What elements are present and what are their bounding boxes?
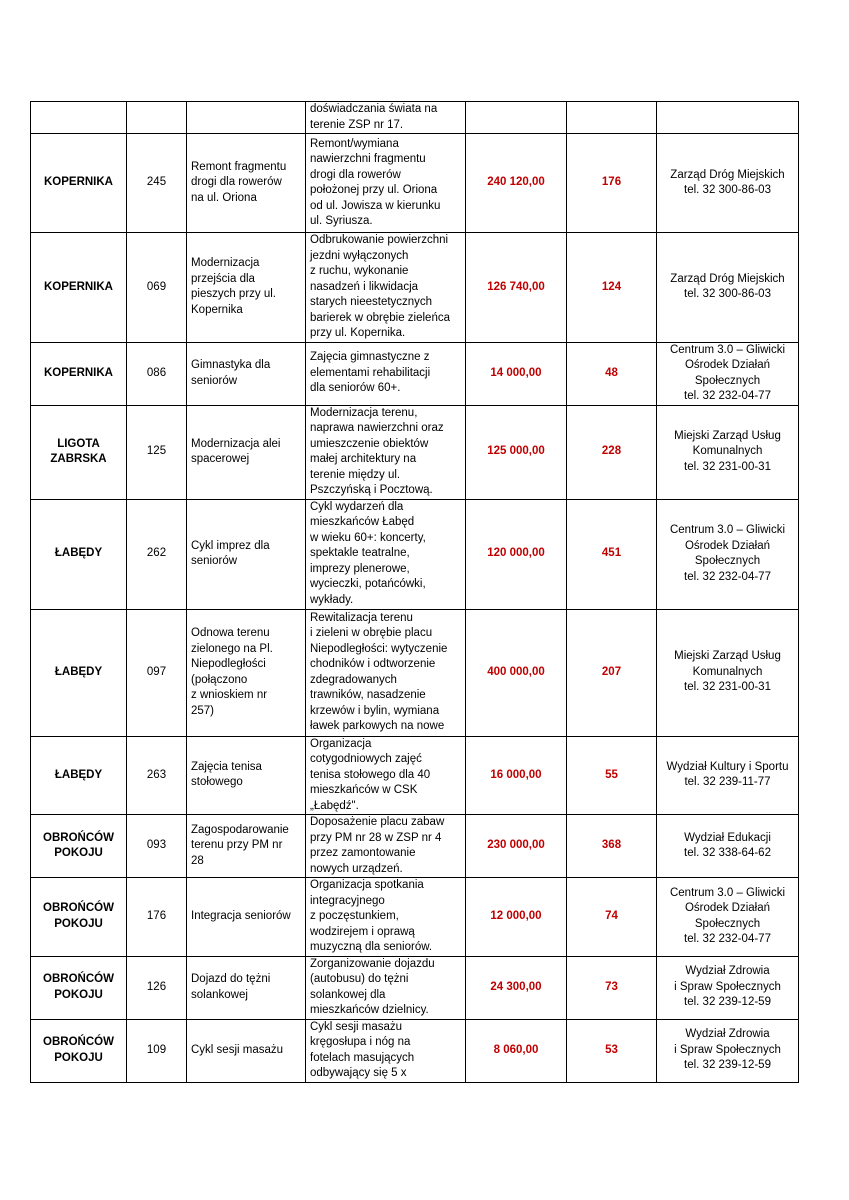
project-title-line: Cykl sesji masażu bbox=[191, 1043, 284, 1056]
project-number-cell: 109 bbox=[127, 1019, 187, 1082]
project-description-line: spektakle teatralne, bbox=[310, 547, 410, 560]
project-description-line: starych nieestetycznych bbox=[310, 296, 433, 308]
project-description-line: Niepodległości: wytyczenie bbox=[310, 642, 448, 655]
project-title-line: spacerowej bbox=[191, 453, 250, 465]
votes-cell: 48 bbox=[567, 342, 657, 405]
project-number-cell: 069 bbox=[127, 233, 187, 343]
district-line: POKOJU bbox=[54, 988, 103, 1001]
project-description-line: przy PM nr 28 w ZSP nr 4 bbox=[310, 831, 442, 844]
project-description-line: imprezy plenerowe, bbox=[310, 562, 410, 575]
project-description-line: ul. Syriusza. bbox=[310, 215, 373, 227]
project-title-line: zielonego na Pl. bbox=[191, 642, 273, 655]
project-description-line: integracyjnego bbox=[310, 894, 385, 907]
responsible-unit-line: tel. 32 232-04-77 bbox=[684, 933, 771, 946]
project-title-cell bbox=[187, 134, 306, 233]
project-description-line: Doposażenie placu zabaw bbox=[310, 816, 445, 828]
district-line: POKOJU bbox=[54, 847, 103, 859]
district-line: ZABRSKA bbox=[50, 453, 107, 465]
project-description-line: nawierzchni fragmentu bbox=[310, 153, 426, 165]
responsible-unit-line: Centrum 3.0 – Gliwicki bbox=[669, 343, 786, 356]
district-line: ŁABĘDY bbox=[54, 665, 103, 678]
project-description-line: Zorganizowanie dojazdu bbox=[310, 957, 435, 970]
district-line: KOPERNIKA bbox=[43, 280, 113, 293]
responsible-unit-line: tel. 32 231-00-31 bbox=[684, 681, 771, 694]
project-title-cell bbox=[187, 1019, 306, 1082]
project-title-line: Modernizacja alei bbox=[191, 437, 281, 450]
responsible-unit-line: tel. 32 239-11-77 bbox=[684, 776, 771, 789]
project-description-line: i zieleni w obrębie placu bbox=[310, 627, 433, 639]
responsible-unit-cell bbox=[657, 499, 799, 609]
project-description-line: w wieku 60+: koncerty, bbox=[310, 531, 426, 544]
table-row bbox=[31, 1019, 799, 1082]
project-title-line: Zagospodarowanie bbox=[191, 823, 289, 836]
table-row bbox=[31, 134, 799, 233]
project-description-line: tenisa stołowego dla 40 bbox=[310, 768, 431, 781]
project-amount-cell: 230 000,00 bbox=[466, 815, 567, 878]
project-description-cell bbox=[306, 134, 466, 233]
votes-cell: 176 bbox=[567, 134, 657, 233]
project-number-cell: 126 bbox=[127, 956, 187, 1019]
project-amount-cell: 12 000,00 bbox=[466, 878, 567, 957]
project-description-line: kręgosłupa i nóg na bbox=[310, 1036, 411, 1048]
table-row bbox=[31, 102, 799, 134]
responsible-unit-line: i Spraw Społecznych bbox=[674, 1043, 781, 1056]
project-description-line: Cykl sesji masażu bbox=[310, 1020, 403, 1033]
responsible-unit-cell bbox=[657, 956, 799, 1019]
project-description-line: umieszczenie obiektów bbox=[310, 437, 429, 450]
project-number-cell: 262 bbox=[127, 499, 187, 609]
project-description-line: Organizacja spotkania bbox=[310, 879, 424, 891]
responsible-unit-line: tel. 32 300-86-03 bbox=[684, 184, 771, 196]
project-description-line: odbywający się 5 x bbox=[310, 1067, 407, 1079]
project-description-line: naprawa nawierzchni oraz bbox=[310, 422, 444, 434]
project-title-line: Niepodległości bbox=[191, 658, 266, 670]
project-description-line: muzyczną dla seniorów. bbox=[310, 941, 433, 953]
table-body bbox=[31, 102, 799, 1083]
project-description-line: Remont/wymiana bbox=[310, 137, 399, 150]
project-description-line: drogi dla rowerów bbox=[310, 168, 401, 181]
responsible-unit-line: Zarząd Dróg Miejskich bbox=[670, 272, 785, 285]
responsible-unit-line: Miejski Zarząd Usług bbox=[674, 650, 781, 663]
district-cell bbox=[31, 878, 127, 957]
project-title-cell bbox=[187, 102, 306, 134]
project-description-line: położonej przy ul. Oriona bbox=[310, 184, 438, 196]
responsible-unit-line: Centrum 3.0 – Gliwicki bbox=[669, 524, 786, 536]
project-description-line: „Łabędź". bbox=[310, 799, 359, 812]
responsible-unit-line: Centrum 3.0 – Gliwicki bbox=[669, 886, 786, 899]
project-description-line: krzewów i bylin, wymiana bbox=[310, 704, 440, 717]
responsible-unit-cell bbox=[657, 102, 799, 134]
project-title-line: 257) bbox=[191, 704, 215, 717]
project-description-cell bbox=[306, 405, 466, 499]
project-title-line: Gimnastyka dla bbox=[191, 359, 271, 371]
responsible-unit-line: Ośrodek Działań bbox=[684, 359, 770, 371]
responsible-unit-line: tel. 32 239-12-59 bbox=[684, 1059, 771, 1072]
project-number-cell: 245 bbox=[127, 134, 187, 233]
responsible-unit-line: Społecznych bbox=[694, 555, 761, 567]
responsible-unit-line: Ośrodek Działań bbox=[684, 902, 770, 915]
responsible-unit-cell bbox=[657, 405, 799, 499]
project-description-line: nowych urządzeń. bbox=[310, 862, 403, 875]
district-cell bbox=[31, 609, 127, 736]
project-number-cell: 093 bbox=[127, 815, 187, 878]
district-cell bbox=[31, 815, 127, 878]
project-amount-cell bbox=[466, 102, 567, 134]
responsible-unit-line: Komunalnych bbox=[692, 445, 763, 458]
project-description-line: Zajęcia gimnastyczne z bbox=[310, 351, 430, 364]
table-row bbox=[31, 233, 799, 343]
responsible-unit-cell bbox=[657, 134, 799, 233]
project-description-cell bbox=[306, 815, 466, 878]
district-cell bbox=[31, 956, 127, 1019]
project-description-line: dla seniorów 60+. bbox=[310, 382, 401, 395]
project-description-line: terenie ZSP nr 17. bbox=[310, 118, 404, 131]
responsible-unit-cell bbox=[657, 233, 799, 343]
project-amount-cell: 125 000,00 bbox=[466, 405, 567, 499]
project-description-line: cotygodniowych zajęć bbox=[310, 753, 422, 765]
project-description-cell bbox=[306, 956, 466, 1019]
project-amount-cell: 8 060,00 bbox=[466, 1019, 567, 1082]
district-line: OBROŃCÓW bbox=[43, 831, 114, 844]
project-title-line: solankowej bbox=[191, 988, 248, 1001]
project-title-cell bbox=[187, 815, 306, 878]
district-cell bbox=[31, 1019, 127, 1082]
project-title-line: z wnioskiem nr bbox=[191, 689, 268, 701]
project-title-line: drogi dla rowerów bbox=[191, 176, 282, 189]
table-row bbox=[31, 736, 799, 815]
project-title-cell bbox=[187, 342, 306, 405]
project-title-line: Dojazd do tężni bbox=[191, 973, 271, 985]
project-title-cell bbox=[187, 499, 306, 609]
votes-cell: 53 bbox=[567, 1019, 657, 1082]
votes-cell: 207 bbox=[567, 609, 657, 736]
votes-cell: 55 bbox=[567, 736, 657, 815]
project-description-line: przez zamontowanie bbox=[310, 847, 416, 859]
project-title-line: stołowego bbox=[191, 776, 243, 789]
project-description-line: Pszczyńską i Pocztową. bbox=[310, 484, 433, 496]
project-amount-cell: 126 740,00 bbox=[466, 233, 567, 343]
project-description-line: elementami rehabilitacji bbox=[310, 366, 431, 379]
district-cell bbox=[31, 134, 127, 233]
district-line: KOPERNIKA bbox=[43, 366, 113, 379]
project-description-line: od ul. Jowisza w kierunku bbox=[310, 199, 441, 212]
project-amount-cell: 14 000,00 bbox=[466, 342, 567, 405]
project-title-cell bbox=[187, 878, 306, 957]
table-row bbox=[31, 956, 799, 1019]
table-row bbox=[31, 342, 799, 405]
project-amount-cell: 400 000,00 bbox=[466, 609, 567, 736]
responsible-unit-cell bbox=[657, 1019, 799, 1082]
project-description-line: terenie między ul. bbox=[310, 468, 401, 481]
project-title-line: terenu przy PM nr bbox=[191, 839, 283, 852]
project-description-cell bbox=[306, 342, 466, 405]
votes-cell: 228 bbox=[567, 405, 657, 499]
project-title-line: seniorów bbox=[191, 374, 238, 387]
project-description-cell bbox=[306, 499, 466, 609]
project-number-cell: 125 bbox=[127, 405, 187, 499]
project-title-line: Kopernika bbox=[191, 303, 243, 316]
votes-cell: 74 bbox=[567, 878, 657, 957]
project-title-line: Cykl imprez dla bbox=[191, 539, 270, 552]
project-amount-cell: 16 000,00 bbox=[466, 736, 567, 815]
project-description-line: Odbrukowanie powierzchni bbox=[310, 234, 449, 246]
district-line: OBROŃCÓW bbox=[43, 1036, 114, 1048]
project-description-line: Rewitalizacja terenu bbox=[310, 611, 413, 624]
district-cell bbox=[31, 499, 127, 609]
project-amount-cell: 240 120,00 bbox=[466, 134, 567, 233]
project-title-line: Odnowa terenu bbox=[191, 627, 270, 639]
responsible-unit-line: tel. 32 338-64-62 bbox=[684, 847, 771, 859]
project-description-line: Modernizacja terenu, bbox=[310, 406, 418, 419]
responsible-unit-line: tel. 32 232-04-77 bbox=[684, 570, 771, 583]
responsible-unit-line: Ośrodek Działań bbox=[684, 539, 770, 552]
project-title-line: Remont fragmentu bbox=[191, 160, 287, 173]
table-row bbox=[31, 878, 799, 957]
table-row bbox=[31, 499, 799, 609]
district-cell bbox=[31, 405, 127, 499]
district-line: POKOJU bbox=[54, 1051, 103, 1064]
district-line: ŁABĘDY bbox=[54, 547, 103, 560]
responsible-unit-line: Wydział Edukacji bbox=[684, 831, 771, 844]
responsible-unit-cell bbox=[657, 736, 799, 815]
project-title-cell bbox=[187, 233, 306, 343]
project-title-line: 28 bbox=[191, 854, 204, 867]
project-description-line: zdegradowanych bbox=[310, 673, 397, 686]
project-number-cell: 263 bbox=[127, 736, 187, 815]
project-number-cell bbox=[127, 102, 187, 134]
project-description-line: małej architektury na bbox=[310, 453, 417, 465]
project-description-cell bbox=[306, 233, 466, 343]
votes-cell bbox=[567, 102, 657, 134]
project-title-line: pieszych przy ul. bbox=[191, 288, 277, 301]
project-description-line: mieszkańców dzielnicy. bbox=[310, 1004, 429, 1016]
district-line: OBROŃCÓW bbox=[43, 973, 114, 985]
project-title-line: seniorów bbox=[191, 555, 238, 567]
district-cell bbox=[31, 342, 127, 405]
district-cell bbox=[31, 102, 127, 134]
project-number-cell: 086 bbox=[127, 342, 187, 405]
votes-cell: 124 bbox=[567, 233, 657, 343]
district-line: ŁABĘDY bbox=[54, 768, 103, 781]
project-description-cell bbox=[306, 609, 466, 736]
project-description-line: Organizacja bbox=[310, 737, 372, 750]
project-description-line: doświadczania świata na bbox=[310, 103, 438, 115]
project-title-cell bbox=[187, 956, 306, 1019]
project-amount-cell: 120 000,00 bbox=[466, 499, 567, 609]
project-description-cell bbox=[306, 1019, 466, 1082]
project-description-line: chodników i odtworzenie bbox=[310, 658, 436, 670]
district-cell bbox=[31, 233, 127, 343]
project-description-line: ławek parkowych na nowe bbox=[310, 720, 445, 732]
responsible-unit-cell bbox=[657, 609, 799, 736]
responsible-unit-line: Wydział Zdrowia bbox=[685, 965, 770, 978]
projects-table bbox=[30, 101, 799, 1083]
project-description-line: trawników, nasadzenie bbox=[310, 689, 426, 701]
responsible-unit-line: Komunalnych bbox=[692, 665, 763, 678]
responsible-unit-line: i Spraw Społecznych bbox=[674, 980, 781, 993]
votes-cell: 368 bbox=[567, 815, 657, 878]
responsible-unit-line: Wydział Kultury i Sportu bbox=[666, 760, 789, 773]
district-line: LIGOTA bbox=[57, 437, 100, 450]
project-title-line: Modernizacja bbox=[191, 257, 260, 270]
project-description-cell bbox=[306, 736, 466, 815]
project-description-line: mieszkańców Łabęd bbox=[310, 516, 415, 529]
votes-cell: 451 bbox=[567, 499, 657, 609]
responsible-unit-line: Zarząd Dróg Miejskich bbox=[670, 168, 785, 181]
project-title-line: przejścia dla bbox=[191, 272, 255, 285]
responsible-unit-cell bbox=[657, 878, 799, 957]
project-description-line: z poczęstunkiem, bbox=[310, 910, 399, 922]
project-description-line: wycieczki, potańcówki, bbox=[310, 578, 426, 591]
table-row bbox=[31, 405, 799, 499]
votes-cell: 73 bbox=[567, 956, 657, 1019]
project-description-line: przy ul. Kopernika. bbox=[310, 327, 406, 339]
project-description-line: barierek w obrębie zieleńca bbox=[310, 311, 450, 324]
responsible-unit-line: Miejski Zarząd Usług bbox=[674, 429, 781, 442]
responsible-unit-line: tel. 32 231-00-31 bbox=[684, 460, 771, 473]
district-line: KOPERNIKA bbox=[43, 176, 113, 189]
project-description-cell bbox=[306, 878, 466, 957]
project-title-cell bbox=[187, 405, 306, 499]
project-description-line: mieszkańców w CSK bbox=[310, 784, 418, 796]
project-description-line: fotelach masujących bbox=[310, 1051, 415, 1064]
project-description-line: wodzirejem i oprawą bbox=[310, 925, 415, 938]
project-description-line: Cykl wydarzeń dla bbox=[310, 500, 404, 513]
responsible-unit-line: tel. 32 232-04-77 bbox=[684, 390, 771, 402]
project-description-line: wykłady. bbox=[310, 593, 354, 606]
project-description-cell bbox=[306, 102, 466, 134]
responsible-unit-line: Społecznych bbox=[694, 917, 761, 930]
project-title-line: Zajęcia tenisa bbox=[191, 760, 262, 773]
district-line: POKOJU bbox=[54, 917, 103, 930]
project-number-cell: 097 bbox=[127, 609, 187, 736]
project-description-line: (autobusu) do tężni bbox=[310, 973, 409, 985]
project-amount-cell: 24 300,00 bbox=[466, 956, 567, 1019]
project-description-line: z ruchu, wykonanie bbox=[310, 265, 409, 277]
project-description-line: solankowej dla bbox=[310, 988, 386, 1001]
responsible-unit-line: tel. 32 239-12-59 bbox=[684, 996, 771, 1009]
district-cell bbox=[31, 736, 127, 815]
responsible-unit-line: Wydział Zdrowia bbox=[685, 1028, 770, 1041]
responsible-unit-cell bbox=[657, 342, 799, 405]
project-title-cell bbox=[187, 609, 306, 736]
project-title-line: (połączono bbox=[191, 673, 248, 686]
project-description-line: jezdni wyłączonych bbox=[310, 249, 409, 262]
responsible-unit-line: tel. 32 300-86-03 bbox=[684, 288, 771, 301]
project-number-cell: 176 bbox=[127, 878, 187, 957]
project-description-line: nasadzeń i likwidacja bbox=[310, 280, 419, 293]
table-row bbox=[31, 609, 799, 736]
project-title-line: Integracja seniorów bbox=[191, 910, 291, 922]
project-title-cell bbox=[187, 736, 306, 815]
project-title-line: na ul. Oriona bbox=[191, 191, 257, 204]
responsible-unit-line: Społecznych bbox=[694, 374, 761, 387]
district-line: OBROŃCÓW bbox=[43, 902, 114, 915]
responsible-unit-cell bbox=[657, 815, 799, 878]
table-row bbox=[31, 815, 799, 878]
